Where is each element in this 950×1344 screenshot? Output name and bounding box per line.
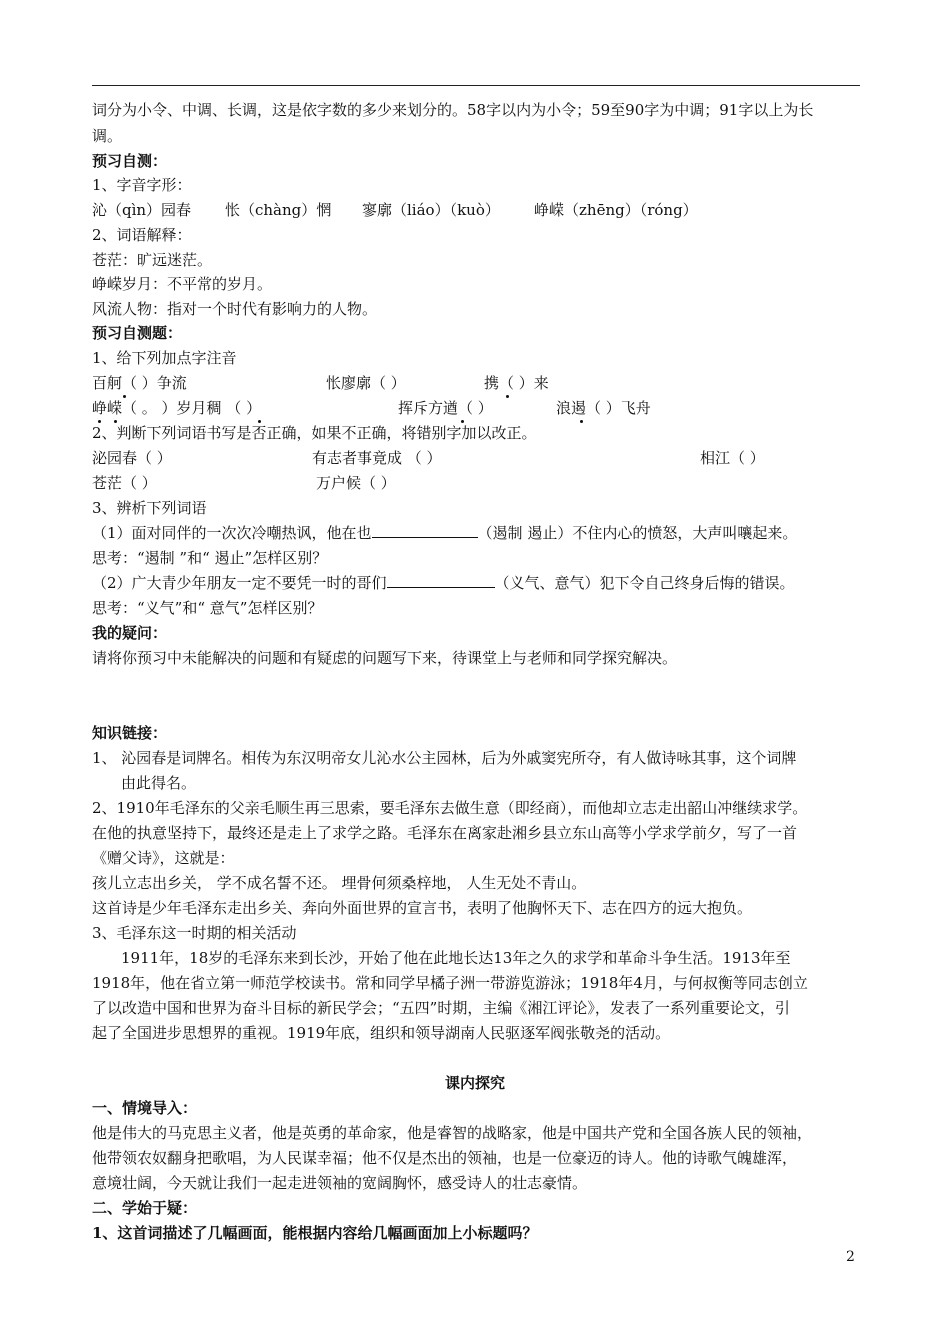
- knowledge-text: 起了全国进步思想界的重视。1919年底，组织和领导湖南人民驱逐军阀张敬尧的活动。: [92, 1024, 671, 1042]
- exercise-item: 怅廖廓（ ）: [326, 374, 406, 392]
- exercise-item: 百舸（ ）争流: [92, 374, 187, 392]
- exercise-q3: 3、辨析下列词语: [92, 499, 207, 517]
- preview-sub-2: 2、词语解释：: [92, 226, 192, 244]
- pinyin-item-3: 寥廓（liáo）（kuò）: [362, 201, 500, 219]
- definition: 风流人物：指对一个时代有影响力的人物。: [92, 300, 378, 318]
- exercise-q2: 2、判断下列词语书写是否正确，如果不正确，将错别字加以改正。: [92, 424, 537, 442]
- definition: 苍茫：旷远迷茫。: [92, 251, 213, 269]
- exercise-sentence-2: [92, 573, 795, 593]
- exercise-item: 万户候（ ）: [316, 474, 396, 492]
- answer-blank[interactable]: [387, 573, 495, 588]
- exercise-item: 泌园春（ ）: [92, 449, 172, 467]
- knowledge-text: 这首诗是少年毛泽东走出乡关、奔向外面世界的宣言书，表明了他胸怀天下、志在四方的远大抱负。: [92, 899, 753, 917]
- exercise-sentence-1: [92, 523, 797, 543]
- knowledge-text: 1918年，他在省立第一师范学校读书。常和同学早橘子洲一带游览游泳；1918年4月，与何叔衡等同志创立: [92, 974, 808, 992]
- sentence-1-before: （1）面对同伴的一次次冷嘲热讽，他在也: [92, 524, 372, 542]
- pinyin-item-1: 沁（qìn）园春: [92, 201, 192, 219]
- exercise-item: 相江（ ）: [700, 449, 765, 467]
- knowledge-text: 1、 沁园春是词牌名。相传为东汉明帝女儿沁水公主园林，后为外戚窦宪所夺，有人做诗咏其事，这个词牌: [92, 749, 797, 767]
- intro-line-2: 调。: [92, 127, 123, 145]
- knowledge-text: 由此得名。: [121, 774, 197, 792]
- emphasis-dot: [506, 395, 509, 398]
- exercise-item: 峥嵘（ 。 ）岁月稠 （ ）: [92, 399, 262, 417]
- exercises-heading: 预习自测题：: [92, 324, 183, 342]
- page-number: 2: [846, 1249, 855, 1265]
- sentence-2-before: （2）广大青少年朋友一定不要凭一时的哥们: [92, 574, 387, 592]
- knowledge-text: 了以改造中国和世界为奋斗目标的新民学会；“五四”时期，主编《湘江评论》，发表了一系列重要论文，引: [92, 999, 790, 1017]
- preview-heading: 预习自测：: [92, 152, 168, 170]
- explore-heading-2: 二、学始于疑：: [92, 1199, 198, 1217]
- knowledge-text: 3、毛泽东这一时期的相关活动: [92, 924, 297, 942]
- exercise-q1: 1、给下列加点字注音: [92, 349, 237, 367]
- section-title: 课内探究: [444, 1074, 505, 1092]
- definition: 峥嵘岁月：不平常的岁月。: [92, 275, 273, 293]
- knowledge-text: 《赠父诗》，这就是：: [92, 849, 235, 867]
- pinyin-item-2: 怅（chàng）惘: [225, 201, 332, 219]
- intro-line-1: 词分为小令、中调、长调，这是依字数的多少来划分的。58字以内为小令；59至90字为中调；91字以上为长: [92, 101, 814, 119]
- knowledge-text: 在他的执意坚持下，最终还是走上了求学之路。毛泽东在离家赴湘乡县立东山高等小学求学前夕，写了一首: [92, 824, 798, 842]
- knowledge-text: 2、1910年毛泽东的父亲毛顺生再三思索，要毛泽东去做生意（即经商），而他却立志走出韶山冲继续求学。: [92, 799, 808, 817]
- knowledge-text: 1911年，18岁的毛泽东来到长沙，开始了他在此地长达13年之久的求学和革命斗争生活。1913年至: [121, 949, 791, 967]
- header-rule: [92, 85, 860, 86]
- answer-blank[interactable]: [372, 523, 478, 538]
- emphasis-dot: [580, 420, 583, 423]
- explore-text: 他带领农奴翻身把歌唱，为人民谋幸福；他不仅是杰出的领袖，也是一位豪迈的诗人。他的诗歌气魄雄浑，: [92, 1149, 798, 1167]
- explore-text: 他是伟大的马克思主义者，他是英勇的革命家，他是睿智的战略家，他是中国共产党和全国各族人民的领袖，: [92, 1124, 813, 1142]
- exercise-item: 挥斥方遒（ ）: [398, 399, 493, 417]
- preview-sub-1: 1、字音字形：: [92, 176, 192, 194]
- explore-heading-1: 一、情境导入：: [92, 1099, 198, 1117]
- poem: 孩儿立志出乡关， 学不成名誓不还。 埋骨何须桑梓地， 人生无处不青山。: [92, 874, 587, 892]
- question-heading: 我的疑问：: [92, 624, 168, 642]
- explore-text: 意境壮阔，今天就让我们一起走进领袖的宽阔胸怀，感受诗人的壮志豪情。: [92, 1174, 588, 1192]
- think-2: 思考：“义气”和“ 意气”怎样区别？: [92, 599, 323, 617]
- question-text: 请将你预习中未能解决的问题和有疑虑的问题写下来，待课堂上与老师和同学探究解决。: [92, 649, 678, 667]
- exercise-item: 有志者事竟成 （ ）: [312, 449, 442, 467]
- explore-question: 1、这首词描述了几幅画面，能根据内容给几幅画面加上小标题吗？: [92, 1224, 538, 1242]
- exercise-item: 浪遏（ ）飞舟: [556, 399, 651, 417]
- pinyin-item-4: 峥嵘（zhēng）（róng）: [534, 201, 698, 219]
- sentence-1-after: （遏制 遏止）不住内心的愤怒，大声叫嚷起来。: [477, 524, 798, 542]
- sentence-2-after: （义气、意气）犯下令自己终身后悔的错误。: [494, 574, 795, 592]
- exercise-item: 携（ ）来: [484, 374, 549, 392]
- knowledge-heading: 知识链接：: [92, 724, 168, 742]
- think-1: 思考：“遏制 ”和“ 遏止”怎样区别？: [92, 549, 328, 567]
- exercise-item: 苍茫（ ）: [92, 474, 157, 492]
